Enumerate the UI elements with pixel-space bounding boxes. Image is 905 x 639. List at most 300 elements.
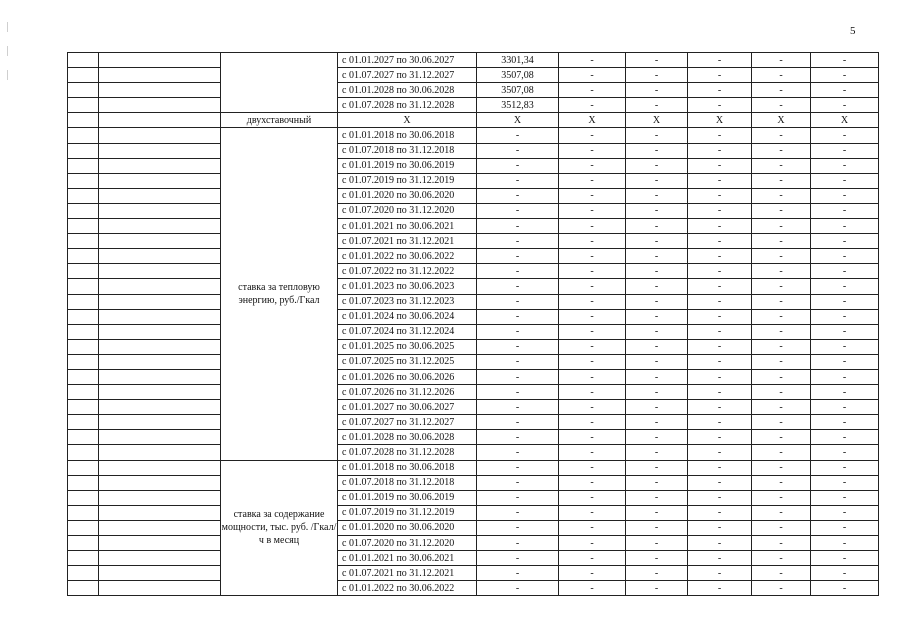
value-cell: - xyxy=(559,158,626,173)
row-number-cell xyxy=(68,294,99,309)
value-cell: - xyxy=(688,128,752,143)
row-number-cell xyxy=(68,53,99,68)
value-cell: - xyxy=(688,219,752,234)
value-cell: - xyxy=(752,188,811,203)
value-cell: - xyxy=(752,68,811,83)
value-cell: - xyxy=(811,98,879,113)
value-cell: - xyxy=(811,294,879,309)
value-cell: 3507,08 xyxy=(477,68,559,83)
value-cell: - xyxy=(626,324,688,339)
row-number-cell xyxy=(68,173,99,188)
value-cell: - xyxy=(477,475,559,490)
value-cell: - xyxy=(626,83,688,98)
value-cell: - xyxy=(477,354,559,369)
value-cell: - xyxy=(626,173,688,188)
value-cell: - xyxy=(752,536,811,551)
value-cell: - xyxy=(811,264,879,279)
row-number-cell xyxy=(68,234,99,249)
row-number-cell xyxy=(68,188,99,203)
value-cell: - xyxy=(688,430,752,445)
value-cell: - xyxy=(752,460,811,475)
value-cell: - xyxy=(752,309,811,324)
value-cell: - xyxy=(688,551,752,566)
value-cell: 3301,34 xyxy=(477,53,559,68)
value-cell: - xyxy=(688,309,752,324)
value-cell: - xyxy=(477,339,559,354)
table-row xyxy=(68,203,879,218)
row-number-cell xyxy=(68,536,99,551)
value-cell: - xyxy=(626,415,688,430)
value-cell: - xyxy=(811,249,879,264)
value-cell: - xyxy=(811,490,879,505)
value-cell: Х xyxy=(811,113,879,128)
value-cell: - xyxy=(626,581,688,596)
table-row xyxy=(68,53,879,68)
tariff-type-label: двухставочный xyxy=(221,113,338,128)
row-number-cell xyxy=(68,158,99,173)
table-row xyxy=(68,264,879,279)
row-number-cell xyxy=(68,83,99,98)
value-cell: - xyxy=(626,143,688,158)
value-cell: - xyxy=(559,279,626,294)
value-cell: - xyxy=(752,445,811,460)
value-cell: - xyxy=(752,279,811,294)
organization-cell xyxy=(99,309,221,324)
value-cell: - xyxy=(559,264,626,279)
value-cell: - xyxy=(811,566,879,581)
value-cell: - xyxy=(752,430,811,445)
value-cell: - xyxy=(626,264,688,279)
period-cell: с 01.01.2021 по 30.06.2021 xyxy=(338,219,477,234)
page-number: 5 xyxy=(850,25,856,37)
value-cell: - xyxy=(559,53,626,68)
value-cell: - xyxy=(752,400,811,415)
table-row xyxy=(68,249,879,264)
value-cell: - xyxy=(688,68,752,83)
value-cell: - xyxy=(752,219,811,234)
value-cell: - xyxy=(477,324,559,339)
period-cell: с 01.07.2027 по 31.12.2027 xyxy=(338,415,477,430)
table-row xyxy=(68,354,879,369)
value-cell: - xyxy=(477,294,559,309)
row-number-cell xyxy=(68,203,99,218)
row-number-cell xyxy=(68,339,99,354)
value-cell: - xyxy=(477,158,559,173)
value-cell: - xyxy=(811,324,879,339)
value-cell: - xyxy=(477,264,559,279)
table-row xyxy=(68,520,879,535)
value-cell: - xyxy=(626,219,688,234)
value-cell: - xyxy=(752,324,811,339)
value-cell: - xyxy=(477,203,559,218)
value-cell: - xyxy=(688,400,752,415)
table-row xyxy=(68,219,879,234)
value-cell: - xyxy=(752,98,811,113)
table-row xyxy=(68,536,879,551)
organization-cell xyxy=(99,551,221,566)
value-cell: - xyxy=(477,188,559,203)
value-cell: - xyxy=(811,203,879,218)
period-cell: с 01.07.2018 по 31.12.2018 xyxy=(338,143,477,158)
value-cell: - xyxy=(752,294,811,309)
row-number-cell xyxy=(68,505,99,520)
value-cell: - xyxy=(559,188,626,203)
value-cell: - xyxy=(559,536,626,551)
value-cell: - xyxy=(477,415,559,430)
value-cell: - xyxy=(477,505,559,520)
value-cell: - xyxy=(688,505,752,520)
value-cell: - xyxy=(752,385,811,400)
value-cell: - xyxy=(811,53,879,68)
table-row xyxy=(68,566,879,581)
value-cell: - xyxy=(626,566,688,581)
value-cell: - xyxy=(688,203,752,218)
value-cell: - xyxy=(811,551,879,566)
organization-cell xyxy=(99,324,221,339)
value-cell: - xyxy=(626,53,688,68)
period-cell: с 01.01.2022 по 30.06.2022 xyxy=(338,581,477,596)
organization-cell xyxy=(99,294,221,309)
organization-cell xyxy=(99,445,221,460)
row-number-cell xyxy=(68,430,99,445)
value-cell: - xyxy=(477,566,559,581)
row-number-cell xyxy=(68,445,99,460)
value-cell: - xyxy=(559,400,626,415)
value-cell: - xyxy=(688,475,752,490)
row-number-cell xyxy=(68,460,99,475)
row-number-cell xyxy=(68,385,99,400)
row-number-cell xyxy=(68,581,99,596)
value-cell: - xyxy=(559,249,626,264)
organization-cell xyxy=(99,128,221,143)
value-cell: - xyxy=(477,279,559,294)
period-cell: с 01.07.2020 по 31.12.2020 xyxy=(338,203,477,218)
row-number-cell xyxy=(68,520,99,535)
organization-cell xyxy=(99,234,221,249)
value-cell: - xyxy=(752,415,811,430)
period-cell: с 01.07.2028 по 31.12.2028 xyxy=(338,98,477,113)
value-cell: - xyxy=(811,475,879,490)
value-cell: - xyxy=(559,566,626,581)
value-cell: - xyxy=(477,234,559,249)
value-cell: - xyxy=(811,369,879,384)
value-cell: - xyxy=(626,354,688,369)
value-cell: - xyxy=(688,445,752,460)
table-row xyxy=(68,415,879,430)
table-row xyxy=(68,460,879,475)
value-cell: - xyxy=(752,264,811,279)
value-cell: - xyxy=(688,188,752,203)
value-cell: - xyxy=(811,234,879,249)
value-cell: - xyxy=(752,249,811,264)
value-cell: - xyxy=(559,309,626,324)
value-cell: - xyxy=(559,490,626,505)
value-cell: - xyxy=(477,460,559,475)
table-row xyxy=(68,400,879,415)
value-cell: - xyxy=(477,173,559,188)
value-cell: - xyxy=(559,128,626,143)
value-cell: - xyxy=(688,324,752,339)
row-number-cell xyxy=(68,490,99,505)
organization-cell xyxy=(99,339,221,354)
tariff-type-label: ставка за тепловую энергию, руб./Гкал xyxy=(221,128,338,460)
organization-cell xyxy=(99,173,221,188)
value-cell: - xyxy=(688,536,752,551)
organization-cell xyxy=(99,354,221,369)
value-cell: - xyxy=(626,309,688,324)
organization-cell xyxy=(99,53,221,68)
organization-cell xyxy=(99,158,221,173)
table-row xyxy=(68,505,879,520)
value-cell: - xyxy=(559,339,626,354)
value-cell: - xyxy=(626,203,688,218)
period-cell: с 01.07.2019 по 31.12.2019 xyxy=(338,173,477,188)
value-cell: - xyxy=(477,369,559,384)
value-cell: - xyxy=(688,354,752,369)
value-cell: - xyxy=(688,234,752,249)
period-cell: с 01.07.2026 по 31.12.2026 xyxy=(338,385,477,400)
period-cell: с 01.07.2027 по 31.12.2027 xyxy=(338,68,477,83)
value-cell: - xyxy=(752,158,811,173)
value-cell: - xyxy=(752,53,811,68)
value-cell: - xyxy=(811,339,879,354)
value-cell: - xyxy=(626,158,688,173)
value-cell: - xyxy=(626,520,688,535)
value-cell: - xyxy=(626,385,688,400)
value-cell: - xyxy=(626,460,688,475)
organization-cell xyxy=(99,430,221,445)
scan-artifact xyxy=(5,20,11,140)
value-cell: - xyxy=(559,415,626,430)
value-cell: 3512,83 xyxy=(477,98,559,113)
value-cell: - xyxy=(477,445,559,460)
organization-cell xyxy=(99,279,221,294)
table-row xyxy=(68,68,879,83)
value-cell: - xyxy=(811,520,879,535)
row-number-cell xyxy=(68,400,99,415)
value-cell: - xyxy=(559,219,626,234)
period-cell: с 01.07.2025 по 31.12.2025 xyxy=(338,354,477,369)
value-cell: - xyxy=(626,98,688,113)
period-cell: с 01.07.2021 по 31.12.2021 xyxy=(338,566,477,581)
value-cell: - xyxy=(811,505,879,520)
value-cell: - xyxy=(559,203,626,218)
value-cell: - xyxy=(626,536,688,551)
value-cell: - xyxy=(688,581,752,596)
value-cell: - xyxy=(688,279,752,294)
value-cell: - xyxy=(477,520,559,535)
value-cell: - xyxy=(811,415,879,430)
value-cell: - xyxy=(559,83,626,98)
period-cell: с 01.01.2018 по 30.06.2018 xyxy=(338,460,477,475)
period-cell: с 01.01.2024 по 30.06.2024 xyxy=(338,309,477,324)
value-cell: - xyxy=(752,354,811,369)
value-cell: - xyxy=(811,158,879,173)
organization-cell xyxy=(99,490,221,505)
organization-cell xyxy=(99,264,221,279)
value-cell: - xyxy=(811,536,879,551)
table-row xyxy=(68,158,879,173)
period-cell: с 01.01.2027 по 30.06.2027 xyxy=(338,53,477,68)
value-cell: - xyxy=(752,369,811,384)
period-cell: с 01.01.2027 по 30.06.2027 xyxy=(338,400,477,415)
period-cell: с 01.07.2028 по 31.12.2028 xyxy=(338,445,477,460)
value-cell: - xyxy=(559,173,626,188)
value-cell: - xyxy=(811,460,879,475)
value-cell: - xyxy=(477,309,559,324)
organization-cell xyxy=(99,581,221,596)
period-cell: с 01.01.2020 по 30.06.2020 xyxy=(338,188,477,203)
value-cell: - xyxy=(752,581,811,596)
organization-cell xyxy=(99,505,221,520)
value-cell: - xyxy=(811,400,879,415)
table-row xyxy=(68,369,879,384)
value-cell: - xyxy=(811,279,879,294)
organization-cell xyxy=(99,188,221,203)
period-cell: с 01.01.2026 по 30.06.2026 xyxy=(338,369,477,384)
row-number-cell xyxy=(68,143,99,158)
value-cell: - xyxy=(752,490,811,505)
value-cell: - xyxy=(477,143,559,158)
table-row xyxy=(68,445,879,460)
value-cell: - xyxy=(752,203,811,218)
value-cell: - xyxy=(688,460,752,475)
table-row xyxy=(68,113,879,128)
table-row xyxy=(68,128,879,143)
table-row xyxy=(68,475,879,490)
value-cell: - xyxy=(626,475,688,490)
table-row xyxy=(68,173,879,188)
value-cell: - xyxy=(811,581,879,596)
value-cell: - xyxy=(688,294,752,309)
organization-cell xyxy=(99,249,221,264)
organization-cell xyxy=(99,68,221,83)
value-cell: - xyxy=(811,354,879,369)
table-row xyxy=(68,98,879,113)
period-cell: с 01.01.2025 по 30.06.2025 xyxy=(338,339,477,354)
value-cell: - xyxy=(477,490,559,505)
value-cell: - xyxy=(559,324,626,339)
period-cell: с 01.07.2023 по 31.12.2023 xyxy=(338,294,477,309)
value-cell: - xyxy=(626,234,688,249)
organization-cell xyxy=(99,400,221,415)
value-cell: - xyxy=(626,490,688,505)
row-number-cell xyxy=(68,309,99,324)
value-cell: - xyxy=(752,475,811,490)
period-cell: с 01.01.2021 по 30.06.2021 xyxy=(338,551,477,566)
table-row xyxy=(68,234,879,249)
row-number-cell xyxy=(68,566,99,581)
row-number-cell xyxy=(68,354,99,369)
value-cell: - xyxy=(477,249,559,264)
table-row xyxy=(68,490,879,505)
value-cell: - xyxy=(688,173,752,188)
value-cell: - xyxy=(688,385,752,400)
value-cell: - xyxy=(688,369,752,384)
row-number-cell xyxy=(68,219,99,234)
table-row xyxy=(68,279,879,294)
row-number-cell xyxy=(68,249,99,264)
value-cell: - xyxy=(752,83,811,98)
organization-cell xyxy=(99,460,221,475)
table-row xyxy=(68,551,879,566)
value-cell: - xyxy=(559,475,626,490)
value-cell: - xyxy=(626,369,688,384)
value-cell: Х xyxy=(688,113,752,128)
value-cell: - xyxy=(626,445,688,460)
value-cell: - xyxy=(559,385,626,400)
value-cell: - xyxy=(752,339,811,354)
table-row xyxy=(68,324,879,339)
organization-cell xyxy=(99,520,221,535)
organization-cell xyxy=(99,415,221,430)
table-row xyxy=(68,143,879,158)
period-cell: с 01.07.2020 по 31.12.2020 xyxy=(338,536,477,551)
value-cell: - xyxy=(559,294,626,309)
value-cell: - xyxy=(752,128,811,143)
organization-cell xyxy=(99,369,221,384)
value-cell: - xyxy=(811,68,879,83)
tariff-type-label: ставка за содержание мощности, тыс. руб. /Гкал/ч в месяц xyxy=(221,460,338,596)
value-cell: - xyxy=(688,339,752,354)
value-cell: - xyxy=(626,339,688,354)
value-cell: - xyxy=(477,551,559,566)
period-cell: с 01.01.2023 по 30.06.2023 xyxy=(338,279,477,294)
value-cell: - xyxy=(559,445,626,460)
period-cell: с 01.01.2019 по 30.06.2019 xyxy=(338,158,477,173)
organization-cell xyxy=(99,143,221,158)
value-cell: - xyxy=(752,234,811,249)
table-row xyxy=(68,385,879,400)
value-cell: - xyxy=(752,143,811,158)
value-cell: - xyxy=(811,219,879,234)
value-cell: - xyxy=(559,430,626,445)
value-cell: - xyxy=(688,143,752,158)
value-cell: - xyxy=(477,536,559,551)
organization-cell xyxy=(99,385,221,400)
value-cell: - xyxy=(477,219,559,234)
value-cell: Х xyxy=(559,113,626,128)
table-row xyxy=(68,83,879,98)
row-number-cell xyxy=(68,369,99,384)
row-number-cell xyxy=(68,113,99,128)
value-cell: - xyxy=(559,581,626,596)
period-cell: с 01.07.2019 по 31.12.2019 xyxy=(338,505,477,520)
period-cell: с 01.07.2018 по 31.12.2018 xyxy=(338,475,477,490)
value-cell: - xyxy=(688,249,752,264)
value-cell: - xyxy=(811,173,879,188)
period-cell: Х xyxy=(338,113,477,128)
row-number-cell xyxy=(68,264,99,279)
value-cell: Х xyxy=(477,113,559,128)
period-cell: с 01.01.2028 по 30.06.2028 xyxy=(338,430,477,445)
value-cell: - xyxy=(626,68,688,83)
value-cell: 3507,08 xyxy=(477,83,559,98)
value-cell: - xyxy=(626,400,688,415)
organization-cell xyxy=(99,475,221,490)
table-row xyxy=(68,294,879,309)
value-cell: - xyxy=(626,551,688,566)
row-number-cell xyxy=(68,279,99,294)
period-cell: с 01.01.2018 по 30.06.2018 xyxy=(338,128,477,143)
value-cell: - xyxy=(688,490,752,505)
value-cell: - xyxy=(688,158,752,173)
organization-cell xyxy=(99,98,221,113)
value-cell: - xyxy=(559,234,626,249)
value-cell: - xyxy=(811,445,879,460)
row-number-cell xyxy=(68,551,99,566)
period-cell: с 01.07.2021 по 31.12.2021 xyxy=(338,234,477,249)
